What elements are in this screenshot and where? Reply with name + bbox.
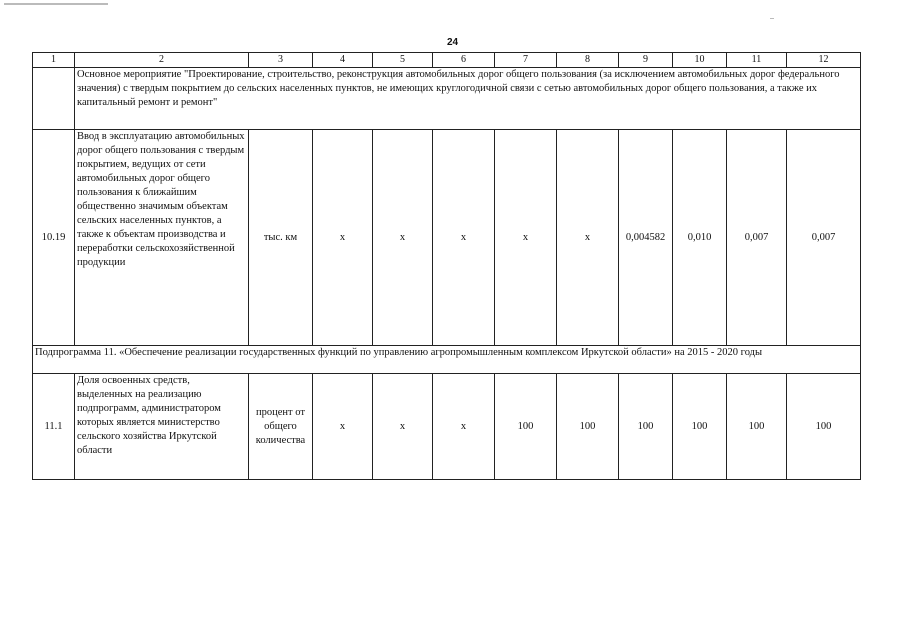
value-cell: х — [313, 374, 373, 480]
row-number: 11.1 — [33, 374, 75, 480]
value-cell: х — [373, 374, 433, 480]
value-cell: х — [495, 130, 557, 346]
column-header: 5 — [373, 53, 433, 68]
column-header: 7 — [495, 53, 557, 68]
column-header: 10 — [673, 53, 727, 68]
value-cell: 0,007 — [787, 130, 861, 346]
column-header: 12 — [787, 53, 861, 68]
column-header: 6 — [433, 53, 495, 68]
value-cell: 100 — [495, 374, 557, 480]
scan-artifact-top-right — [770, 18, 774, 19]
section-row-subprogram — [33, 346, 861, 374]
value-cell: 100 — [673, 374, 727, 480]
value-cell: 100 — [619, 374, 673, 480]
column-header: 2 — [75, 53, 249, 68]
value-cell: 0,007 — [727, 130, 787, 346]
column-header: 3 — [249, 53, 313, 68]
table-row — [33, 130, 861, 346]
column-header: 9 — [619, 53, 673, 68]
value-cell: х — [433, 130, 495, 346]
value-cell: х — [557, 130, 619, 346]
indicator-name: Доля освоенных средств, выделенных на реализацию подпрограмм, администратором которых является министерство сельского хозяйства Иркутской области — [75, 374, 249, 480]
value-cell: 0,004582 — [619, 130, 673, 346]
table-row — [33, 374, 861, 480]
value-cell: 100 — [787, 374, 861, 480]
value-cell: х — [373, 130, 433, 346]
row-number: 10.19 — [33, 130, 75, 346]
value-cell: 100 — [727, 374, 787, 480]
main-activity-title: Основное мероприятие "Проектирование, строительство, реконструкция автомобильных дорог общего пользования (за исключением автомобильных дорог федерального значения) с твердым покрытием до сельских населенных пунктов, не имеющих круглогодичной связи с сетью автомобильных дорог общего пользования, а также их капитальный ремонт и ремонт" — [75, 68, 861, 130]
unit-of-measure: тыс. км — [249, 130, 313, 346]
indicators-table — [32, 52, 861, 480]
value-cell: 0,010 — [673, 130, 727, 346]
value-cell: х — [433, 374, 495, 480]
scan-artifact-top-left — [4, 3, 108, 5]
unit-of-measure: процент от общего количества — [249, 374, 313, 480]
column-header: 8 — [557, 53, 619, 68]
column-number-row — [33, 53, 861, 68]
section-row-main-activity — [33, 68, 861, 130]
empty-cell — [33, 68, 75, 130]
indicator-name: Ввод в эксплуатацию автомобильных дорог общего пользования с твердым покрытием, ведущих от сети автомобильных дорог общего пользования к ближайшим общественно значимым объектам сельских населенных пунктов, а также к объектам производства и переработки сельскохозяйственной продукции — [75, 130, 249, 346]
value-cell: 100 — [557, 374, 619, 480]
page-number: 24 — [446, 37, 459, 48]
subprogram-title: Подпрограмма 11. «Обеспечение реализации государственных функций по управлению агропромышленным комплексом Иркутской области» на 2015 - 2020 годы — [33, 346, 861, 374]
column-header: 4 — [313, 53, 373, 68]
column-header: 1 — [33, 53, 75, 68]
value-cell: х — [313, 130, 373, 346]
column-header: 11 — [727, 53, 787, 68]
